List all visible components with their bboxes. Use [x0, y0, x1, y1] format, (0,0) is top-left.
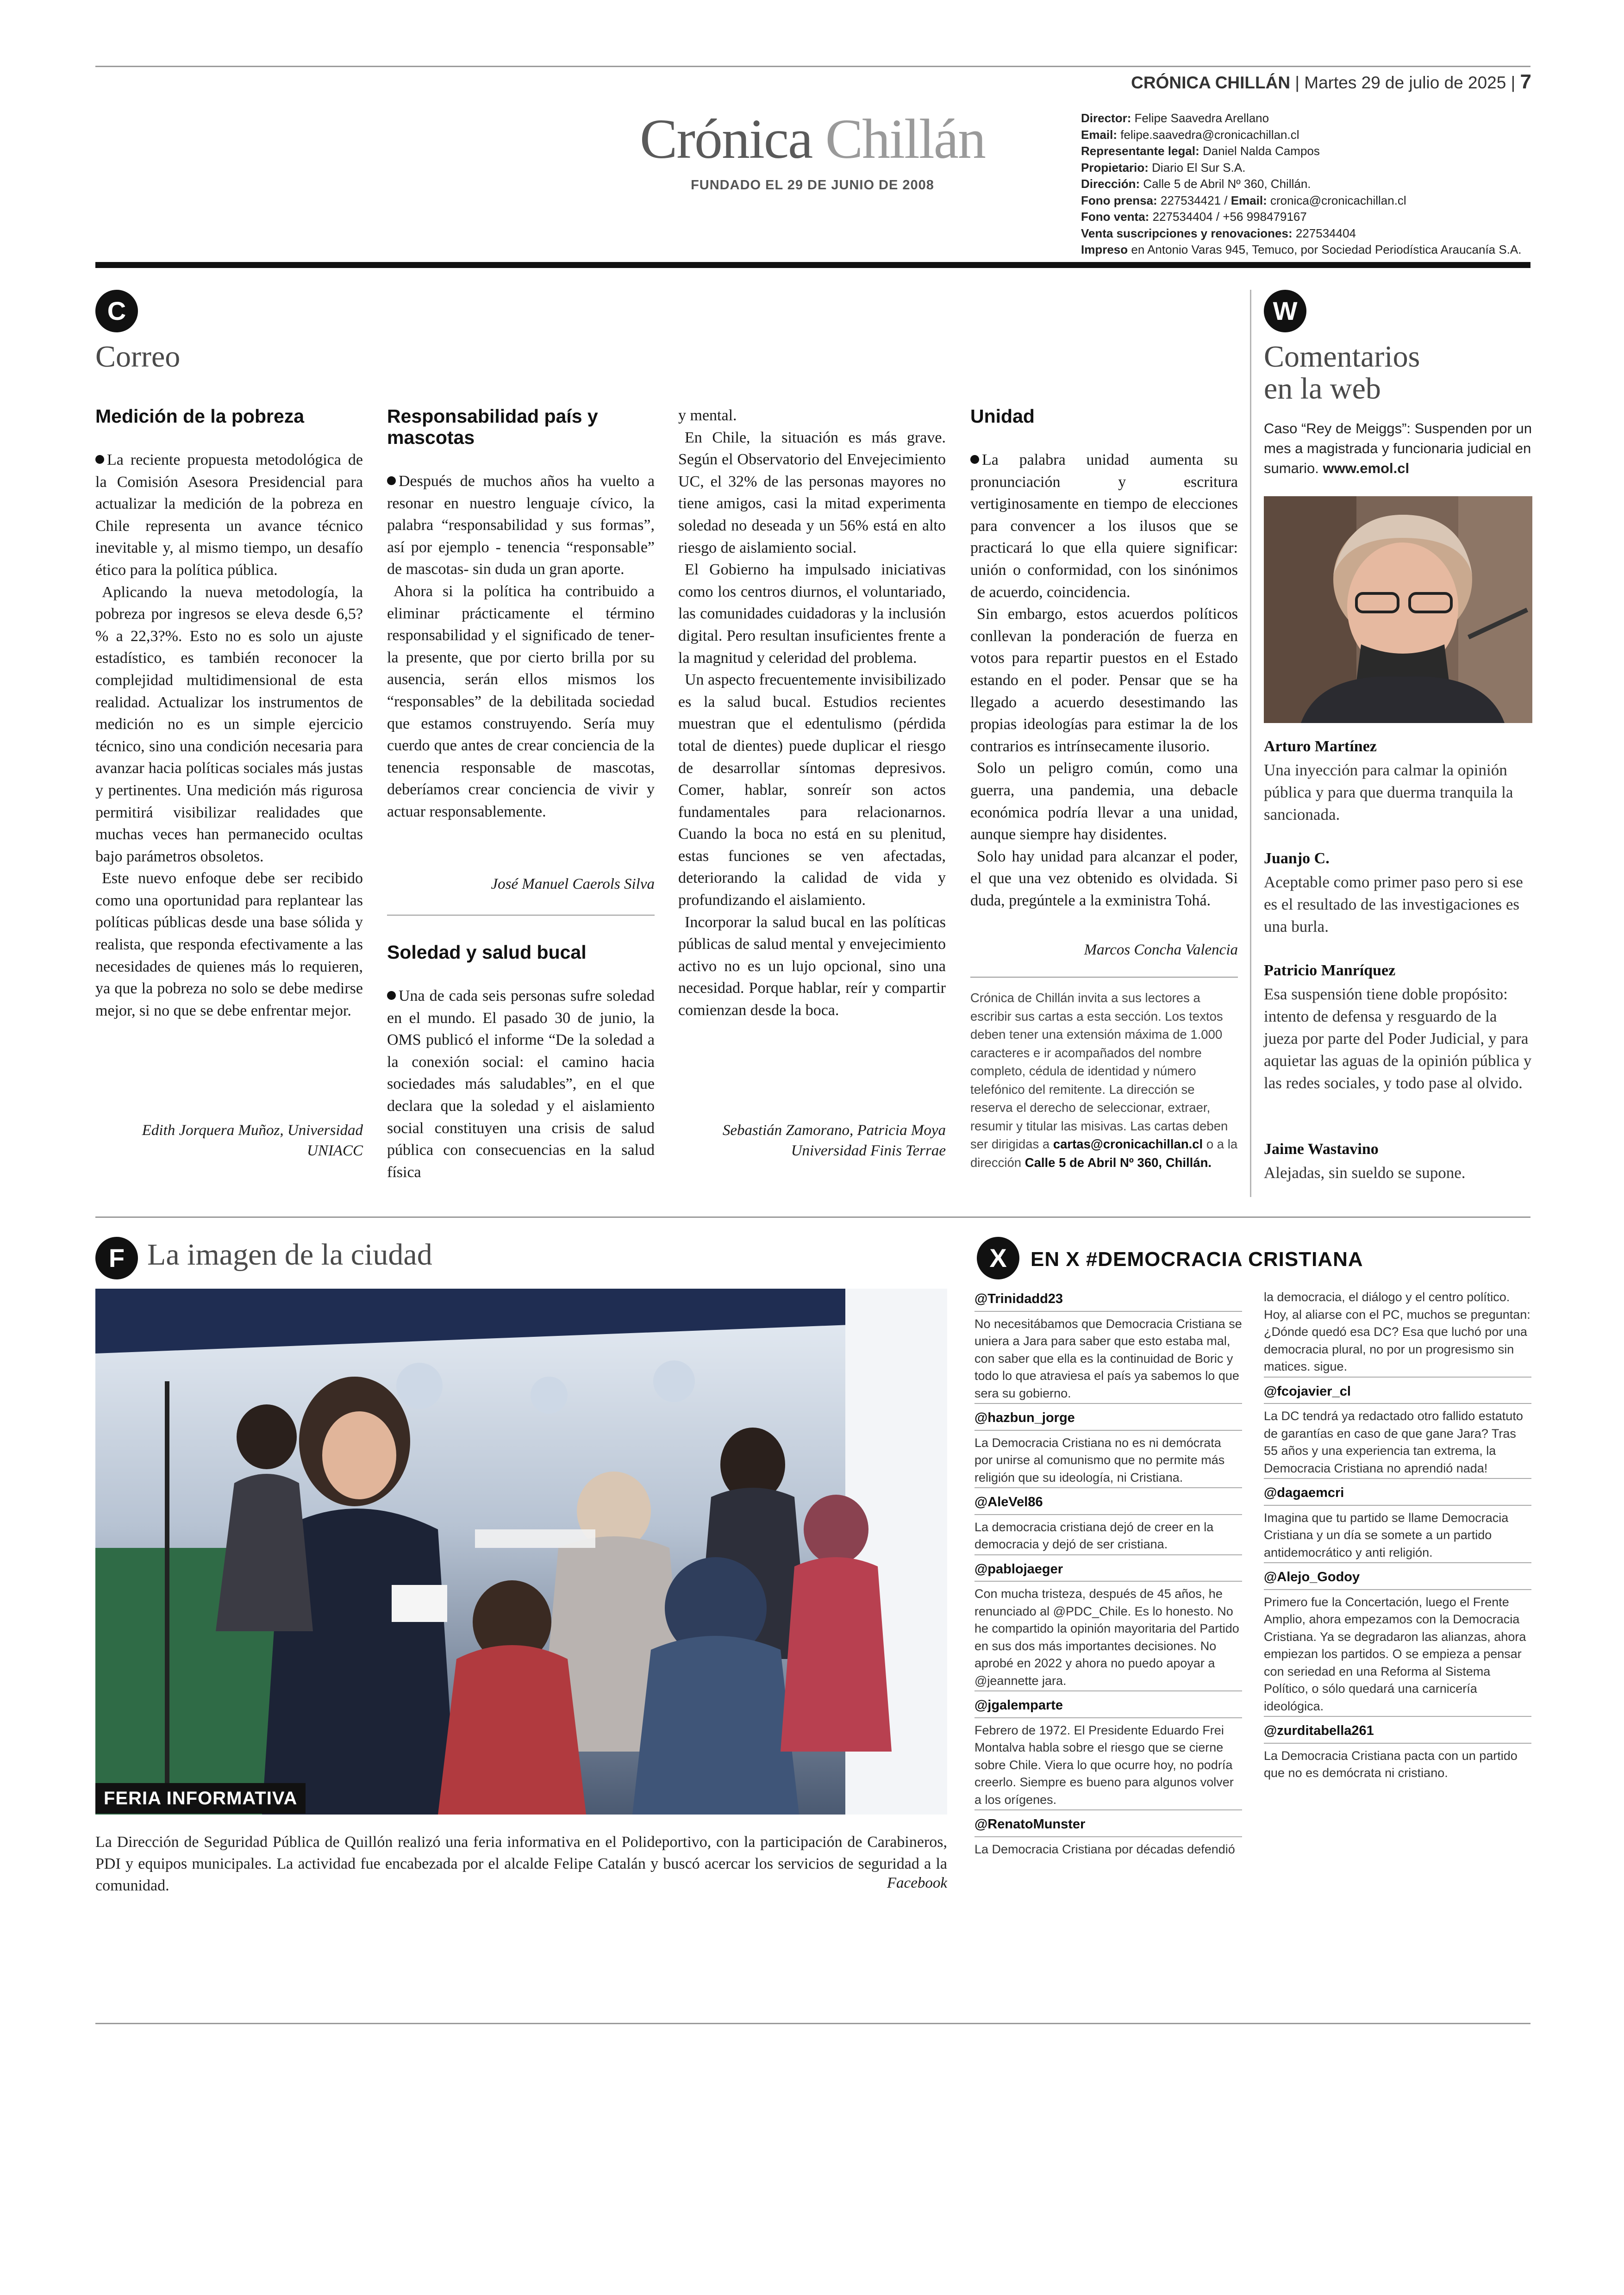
letter-1-headline: Medición de la pobreza: [95, 405, 305, 427]
masthead-value: en Antonio Varas 945, Temuco, por Sociedad Periodística Araucanía S.A.: [1128, 243, 1522, 256]
tweet-text: La Democracia Cristiana no es ni demócrata por unirse al comunismo que no permite más religión que su ideología, ni Cristiana.: [974, 1434, 1242, 1489]
imagen-section-title: La imagen de la ciudad: [147, 1238, 432, 1272]
x-column-2: [1264, 1289, 1531, 1782]
letter-3-signature-line: Universidad Finis Terrae: [791, 1142, 946, 1159]
masthead-label: Fono prensa:: [1081, 193, 1157, 207]
masthead-value: Diario El Sur S.A.: [1148, 160, 1246, 175]
brand-name-part2: Chillán: [825, 108, 985, 170]
tweet-text: La Democracia Cristiana pacta con un partido que no es demócrata ni cristiano.: [1264, 1748, 1518, 1780]
running-head-sep: |: [1295, 73, 1305, 92]
running-head: [1131, 70, 1531, 94]
note-text-mid: o a la dirección: [970, 1137, 1238, 1170]
brand-name-part1: Crónica: [640, 108, 825, 170]
masthead-label: Dirección:: [1081, 177, 1140, 191]
letter-4-paragraph: Solo hay unidad para alcanzar el poder, el que una vez obtenido es olvidada. Si duda, pregúntele a la exministra Tohá.: [970, 848, 1238, 909]
correo-badge: C: [95, 290, 138, 332]
note-text: Crónica de Chillán invita a sus lectores a escribir sus cartas a esta sección. Los textos deben tener una extensión máxima de 1.000 caracteres e ir acompañados del nombre completo, cédula de identidad y número telefónico del remitente. La dirección se reserva el derecho de seleccionar, extraer, resumir y titular las misivas. Las cartas deben ser dirigidas a: [970, 991, 1228, 1151]
masthead-value: felipe.saavedra@cronicachillan.cl: [1117, 127, 1299, 142]
tweet-handle[interactable]: @hazbun_jorge: [974, 1408, 1242, 1431]
masthead-row: [1081, 193, 1544, 209]
photo-tag: FERIA INFORMATIVA: [95, 1783, 306, 1814]
letter-4-body: [970, 449, 1238, 911]
letter-divider: [970, 977, 1238, 978]
column-divider: [1250, 290, 1251, 1197]
letter-2-text: Después de muchos años ha vuelto a resonar en nuestro lenguaje cívico, la palabra “responsabilidad y sus formas”, así por ejemplo - tenencia “responsable” de mascotas- sin duda un gran aporte.: [387, 473, 655, 578]
web-comment-author: Juanjo C.: [1264, 850, 1330, 867]
letter-3-signature: [678, 1120, 946, 1161]
masthead-row: [1081, 160, 1544, 176]
tweet-handle[interactable]: @zurditabella261: [1264, 1721, 1531, 1744]
header-thick-rule: [95, 262, 1530, 268]
letter-1-text: La reciente propuesta metodológica de la Comisión Asesora Presidencial para actualizar la medición de la pobreza en Chile representa un avance técnico inevitable y, al mismo tiempo, un desafío ético para la política pública.: [95, 451, 363, 579]
masthead-value: 227534404 / +56 998479167: [1149, 210, 1307, 224]
web-intro: [1264, 418, 1532, 478]
masthead-label: Director:: [1081, 111, 1131, 125]
letter-2-paragraph: Ahora si la política ha contribuido a eliminar prácticamente el término responsabilidad y el significado de tener- la presente, que por cierto brilla por su ausencia, serán ellos mismos los “responsables” de la debilitada sociedad que estamos construyendo. Sería muy cuerdo que antes de crear conciencia de la tenencia responsable de mascotas, deberíamos crear conciencia de vivir y actuar responsablemente.: [387, 582, 655, 820]
masthead-row: [1081, 225, 1544, 242]
web-comment-author: Arturo Martínez: [1264, 738, 1377, 755]
web-section-title: [1264, 341, 1532, 405]
x-column-1: [974, 1289, 1242, 1858]
bullet-icon: [387, 991, 396, 1000]
top-rule: [95, 66, 1530, 67]
letter-3-text: Una de cada seis personas sufre soledad en el mundo. El pasado 30 de junio, la OMS publicó el informe “De la soledad a la conexión social: el camino hacia sociedades más saludables”, en el que declara que la soledad y el aislamiento social constituyen una crisis de salud pública con consecuencias en la salud física: [387, 987, 655, 1181]
web-intro-site: www.emol.cl: [1323, 460, 1410, 476]
x-section-title: EN X #DEMOCRACIA CRISTIANA: [1031, 1248, 1363, 1271]
masthead-label: Representante legal:: [1081, 144, 1199, 158]
tweet-handle[interactable]: @Trinidadd23: [974, 1289, 1242, 1312]
brand-wordmark: [632, 108, 993, 170]
city-photo: [95, 1289, 947, 1815]
letter-1-paragraph: Este nuevo enfoque debe ser recibido como una oportunidad para replantear las políticas públicas desde una base sólida y realista, que responda efectivamente a las necesidades de quienes más lo requieren, ya que la pobreza no solo se debe medirse mejor, si no que se debe enfrentar mejor.: [95, 870, 363, 1019]
letter-4-signature: Marcos Concha Valencia: [1084, 942, 1238, 958]
note-address: Calle 5 de Abril Nº 360, Chillán.: [1024, 1155, 1212, 1170]
letter-2-paragraph: [387, 470, 655, 580]
imagen-badge: F: [95, 1237, 138, 1279]
tweet-text: Con mucha tristeza, después de 45 años, he renunciado al @PDC_Chile. Es lo honesto. No he compartido la opinión mayoritaria del Partido en sus dos más importantes decisiones. No aprobé en 2022 y ahora no puedo apoyar a @jeannette jara.: [974, 1585, 1242, 1691]
masthead-row: [1081, 209, 1544, 225]
masthead: [1081, 110, 1544, 258]
letter-1-paragraph: [95, 449, 363, 581]
letter-3-paragraph: [387, 985, 655, 1183]
correo-section-title: Correo: [95, 340, 181, 374]
portrait-photo: [1264, 496, 1532, 723]
masthead-label: Impreso: [1081, 243, 1128, 256]
tweet-handle[interactable]: @jgalemparte: [974, 1695, 1242, 1718]
web-comment-author: Jaime Wastavino: [1264, 1141, 1379, 1158]
web-title-line: Comentarios: [1264, 340, 1420, 374]
masthead-label: Email:: [1230, 193, 1267, 207]
web-title-line: en la web: [1264, 372, 1381, 406]
tweet-text: la democracia, el diálogo y el centro político. Hoy, al aliarse con el PC, muchos se preguntan: ¿Dónde quedó esa DC? Esa que luchó por una democracia plural, no por un progresismo sin matices. sigue.: [1264, 1289, 1531, 1378]
masthead-label: Email:: [1081, 127, 1118, 142]
bullet-icon: [970, 455, 979, 464]
tweet-handle[interactable]: @AleVel86: [974, 1492, 1242, 1515]
letter-1-signature-line: Edith Jorquera Muñoz, Universidad: [142, 1122, 363, 1139]
letter-3-paragraph: y mental.: [678, 407, 737, 424]
bullet-icon: [387, 476, 396, 485]
tweet-handle[interactable]: @fcojavier_cl: [1264, 1381, 1531, 1404]
masthead-label: Fono venta:: [1081, 210, 1149, 224]
tweet-text: No necesitábamos que Democracia Cristiana se uniera a Jara para saber que esto estaba mal, con saber que ella es la continuidad de Boric y todo lo que atraviesa el país ya sabemos lo que sera su gobierno.: [974, 1316, 1242, 1404]
web-comment-text: Una inyección para calmar la opinión pública y para que duerma tranquila la sancionada.: [1264, 761, 1513, 823]
masthead-value: 227534404: [1292, 226, 1356, 240]
tweet-text: Primero fue la Concertación, luego el Frente Amplio, ahora empezamos con la Democracia Cristiana. Ya se degradaron las alianzas, ahora empiezan los partidos. O se empieza a pensar con seriedad en una Reforma al Sistema Político, o sólo quedará una carnicería ideológica.: [1264, 1594, 1531, 1717]
tweet-handle[interactable]: @dagaemcri: [1264, 1483, 1531, 1506]
letter-divider: [387, 915, 655, 916]
letter-3-paragraph: Un aspecto frecuentemente invisibilizado es la salud bucal. Estudios recientes muestran que el edentulismo (pérdida total de dientes) puede duplicar el riesgo de desarrollar síntomas depresivos. Comer, hablar, sonreír son actos fundamentales para relacionarnos. Cuando la boca no está en su plenitud, estas funciones se ven afectadas, deteriorando la calidad de vida y profundizando el aislamiento.: [678, 671, 946, 909]
letter-4-paragraph: Sin embargo, estos acuerdos políticos conllevan la ponderación de fuerza en votos para repartir puestos en el Estado estando en el poder. Pensar que se ha llegado a acuerdo desestimando las propias ideologías para estimar la de los contrarios es intrínsecamente ilusorio.: [970, 605, 1238, 755]
letter-3-body-part2: [678, 405, 946, 1022]
web-intro-text: Caso “Rey de Meiggs”: Suspenden por un mes a magistrada y funcionaria judicial en sumario.: [1264, 420, 1532, 476]
tweet-text: La democracia cristiana dejó de creer en la democracia y dejó de ser cristiana.: [974, 1519, 1242, 1555]
masthead-row: [1081, 143, 1544, 160]
page-number: 7: [1520, 70, 1531, 93]
letter-3-body-part1: [387, 985, 655, 1183]
letter-4-headline: Unidad: [970, 405, 1035, 427]
masthead-row: [1081, 176, 1544, 193]
masthead-row: [1081, 127, 1544, 143]
brand-logo: [632, 108, 993, 193]
running-head-date: Martes 29 de julio de 2025: [1304, 73, 1506, 92]
feria-illustration: [95, 1289, 947, 1815]
masthead-value: cronica@cronicachillan.cl: [1267, 193, 1406, 207]
bullet-icon: [95, 455, 104, 464]
x-badge: X: [977, 1237, 1019, 1279]
tweet-handle[interactable]: @pablojaeger: [974, 1559, 1242, 1582]
letter-4-paragraph: Solo un peligro común, como una guerra, una pandemia, una debacle económica podría llevar a una unidad, aunque siempre hay disidentes.: [970, 760, 1238, 843]
section-rule: [95, 1216, 1530, 1218]
letter-1-paragraph: Aplicando la nueva metodología, la pobreza por ingresos se eleva desde 6,5?% a 22,3?%. Esto no es solo un ajuste estadístico, es también reconocer la complejidad multidimensional de esta realidad. Actualizar los instrumentos de medición no es un simple ejercicio técnico, sino una condición necesaria para avanzar hacia políticas sociales más justas y pertinentes. Una medición más rigurosa permitirá visibilizar realidades que muchas veces han permanecido ocultas bajo parámetros obsoletos.: [95, 583, 363, 865]
letter-3-signature-line: Sebastián Zamorano, Patricia Moya: [722, 1122, 946, 1139]
masthead-row: [1081, 242, 1544, 258]
portrait-illustration: [1264, 496, 1532, 723]
letter-3-headline: Soledad y salud bucal: [387, 942, 587, 963]
web-comment-text: Alejadas, sin sueldo se supone.: [1264, 1164, 1466, 1182]
masthead-value: Calle 5 de Abril Nº 360, Chillán.: [1140, 177, 1311, 191]
letter-2-signature: José Manuel Caerols Silva: [491, 876, 655, 892]
bottom-rule: [95, 2023, 1530, 2024]
web-comment-text: Esa suspensión tiene doble propósito: intento de defensa y resguardo de la jueza por parte del Poder Judicial, y para aquietar las aguas de la opinión pública y las redes sociales, y todo pase al olvido.: [1264, 985, 1532, 1092]
brand-founded: FUNDADO EL 29 DE JUNIO DE 2008: [691, 178, 934, 193]
letter-1-body: [95, 449, 363, 1022]
letter-3-paragraph: Incorporar la salud bucal en las políticas públicas de salud mental y envejecimiento activo no es un lujo opcional, sino una necesidad. Porque hablar, reír y compartir comienzan desde la boca.: [678, 913, 946, 1019]
letter-4-text: La palabra unidad aumenta su pronunciación y escritura vertiginosamente en tiempo de elecciones para convencer a los ilusos que se practicará lo que ella quiere significar: unión o conformidad, con los sinónimos de acuerdo, coincidencia.: [970, 451, 1238, 601]
tweet-handle[interactable]: @Alejo_Godoy: [1264, 1567, 1531, 1590]
running-head-sep2: |: [1506, 73, 1520, 92]
letter-2-body: [387, 470, 655, 823]
tweet-text: La Democracia Cristiana por décadas defendió: [974, 1842, 1235, 1856]
letter-1-signature-line: UNIACC: [306, 1142, 363, 1159]
tweet-handle[interactable]: @RenatoMunster: [974, 1814, 1242, 1837]
letter-2-headline: Responsabilidad país y mascotas: [387, 405, 598, 448]
note-email: cartas@cronicachillan.cl: [1053, 1137, 1203, 1151]
masthead-row: [1081, 110, 1544, 127]
masthead-label: Venta suscripciones y renovaciones:: [1081, 226, 1293, 240]
tweet-text: La DC tendrá ya redactado otro fallido estatuto de garantías en caso de que gane Jara? Tras 55 años y una experiencia tan extrema, la Democracia Cristiana no aprendió nada!: [1264, 1408, 1531, 1479]
letters-submission-note: [970, 989, 1238, 1172]
letter-1-signature: [95, 1120, 363, 1161]
letter-4-paragraph: [970, 449, 1238, 603]
letter-3-paragraph: El Gobierno ha impulsado iniciativas como los centros diurnos, el voluntariado, las comunidades cuidadoras y la inclusión digital. Pero resultan insuficientes frente a la magnitud y celeridad del problema.: [678, 561, 946, 667]
masthead-value: Daniel Nalda Campos: [1199, 144, 1320, 158]
tweet-text: Imagina que tu partido se llame Democracia Cristiana y un día se somete a un partido antidemocrático y anti religión.: [1264, 1509, 1531, 1564]
tweet-text: Febrero de 1972. El Presidente Eduardo Frei Montalva habla sobre el riesgo que se cierne sobre Chile. Viera lo que ocurre hoy, no podría creerlo. Siempre es bueno para algunos volver a los orígenes.: [974, 1722, 1242, 1811]
running-head-paper: CRÓNICA CHILLÁN: [1131, 73, 1291, 92]
masthead-value: Felipe Saavedra Arellano: [1131, 111, 1269, 125]
web-badge: W: [1264, 290, 1306, 332]
web-comment-author: Patricio Manríquez: [1264, 962, 1396, 979]
photo-credit: Facebook: [887, 1875, 947, 1891]
photo-caption: La Dirección de Seguridad Pública de Quillón realizó una feria informativa en el Polideportivo, con la participación de Carabineros, PDI y equipos municipales. La actividad fue encabezada por el alcalde Felipe Catalán y buscó acercar los servicios de seguridad a la comunidad.: [95, 1834, 947, 1894]
masthead-label: Propietario:: [1081, 160, 1149, 175]
letter-3-paragraph: En Chile, la situación es más grave. Según el Observatorio del Envejecimiento UC, el 32% de las personas mayores no tiene amigos, casi la mitad experimenta soledad no deseada y un 56% está en alto riesgo de aislamiento social.: [678, 429, 946, 556]
web-comment-text: Aceptable como primer paso pero si ese es el resultado de las investigaciones es una burla.: [1264, 873, 1523, 935]
masthead-value: 227534421 /: [1157, 193, 1231, 207]
